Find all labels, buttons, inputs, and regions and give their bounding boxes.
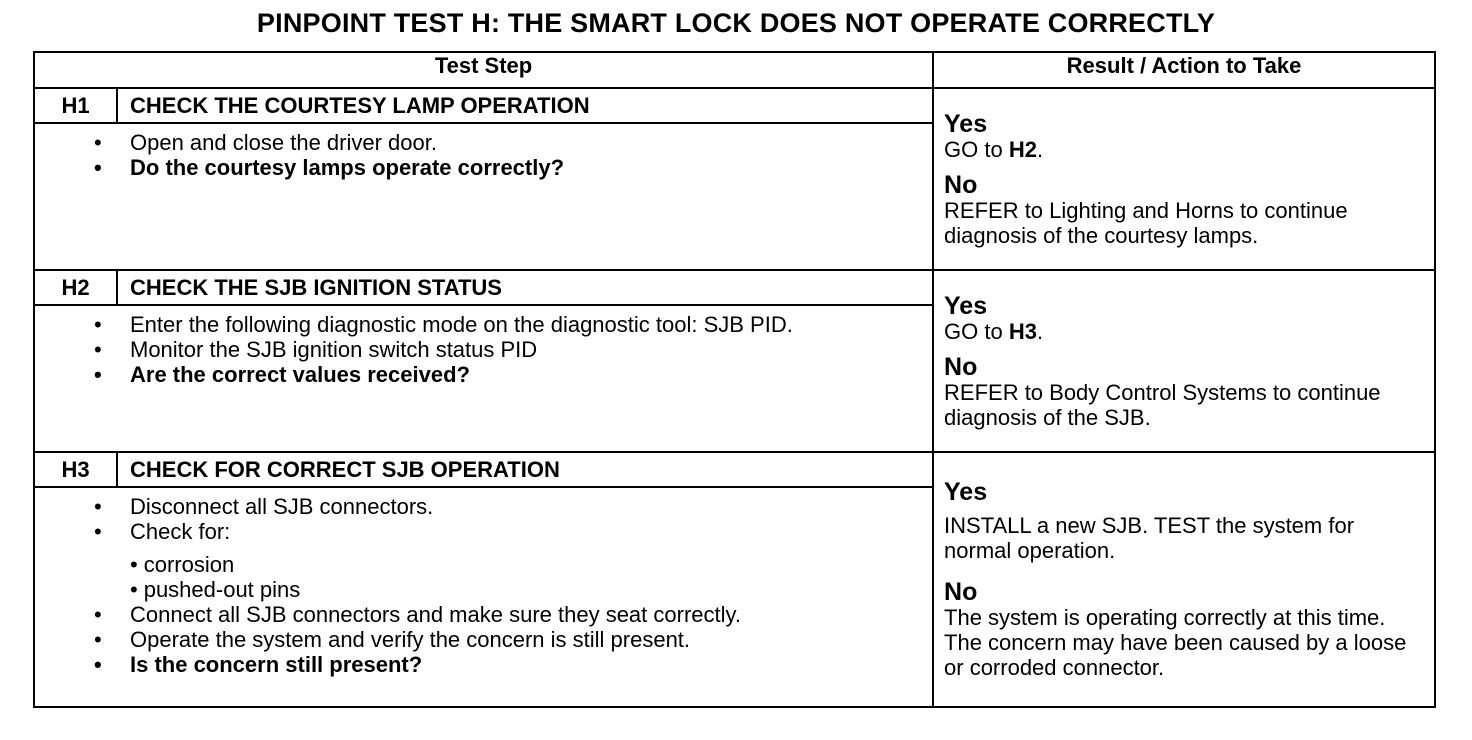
step-instructions — [34, 305, 933, 452]
yes-action: GO to H2. — [944, 136, 1044, 162]
yes-action: GO to H3. — [944, 318, 1044, 344]
header-result-action: Result / Action to Take — [933, 52, 1435, 88]
list-item: • Enter the following diagnostic mode on the diagnostic tool: SJB PID. — [130, 312, 892, 337]
no-action: REFER to Body Control Systems to continue diagnosis of the SJB. — [944, 379, 1381, 430]
result-cell — [933, 452, 1435, 707]
sub-list-item: • corrosion — [130, 552, 235, 577]
no-label: No — [944, 352, 978, 381]
step-title-row — [34, 452, 1435, 487]
list-item: • Check for: • corrosion • pushed-out pins — [130, 519, 932, 602]
list-item: • Operate the system and verify the concern is still present. — [130, 627, 932, 652]
step-instructions — [34, 487, 933, 707]
step-title-row — [34, 270, 1435, 305]
list-item: • Are the correct values received? — [130, 362, 892, 387]
list-item: • Monitor the SJB ignition switch status PID — [130, 337, 892, 362]
step-id: H1 — [34, 88, 117, 123]
yes-label: Yes — [944, 291, 988, 320]
step-instructions — [34, 123, 933, 270]
page-title: PINPOINT TEST H: THE SMART LOCK DOES NOT OPERATE CORRECTLY — [256, 8, 1216, 38]
list-item: • Do the courtesy lamps operate correctly? — [130, 155, 932, 180]
result-cell — [933, 270, 1435, 452]
no-action: REFER to Lighting and Horns to continue diagnosis of the courtesy lamps. — [944, 197, 1348, 248]
step-title: CHECK THE SJB IGNITION STATUS — [117, 270, 933, 305]
yes-label: Yes — [944, 478, 988, 506]
no-label: No — [944, 170, 978, 199]
yes-action: INSTALL a new SJB. TEST the system for normal operation. — [944, 513, 1355, 563]
result-cell — [933, 88, 1435, 270]
yes-label: Yes — [944, 109, 988, 138]
list-item: • Is the concern still present? — [130, 652, 932, 677]
table-header-row — [34, 52, 1435, 88]
no-action: The system is operating correctly at this time. The concern may have been caused by a loose or corroded connector. — [944, 605, 1407, 680]
pinpoint-test-table — [33, 51, 1436, 708]
step-id: H3 — [34, 452, 117, 487]
list-item: • Open and close the driver door. — [130, 130, 932, 155]
step-title: CHECK THE COURTESY LAMP OPERATION — [117, 88, 933, 123]
step-id: H2 — [34, 270, 117, 305]
no-label: No — [944, 578, 978, 606]
list-item: • Disconnect all SJB connectors. — [130, 494, 932, 519]
header-test-step: Test Step — [34, 52, 933, 88]
list-item: • Connect all SJB connectors and make sure they seat correctly. — [130, 602, 932, 627]
step-title-row — [34, 88, 1435, 123]
sub-list-item: • pushed-out pins — [130, 577, 301, 602]
step-title: CHECK FOR CORRECT SJB OPERATION — [117, 452, 933, 487]
